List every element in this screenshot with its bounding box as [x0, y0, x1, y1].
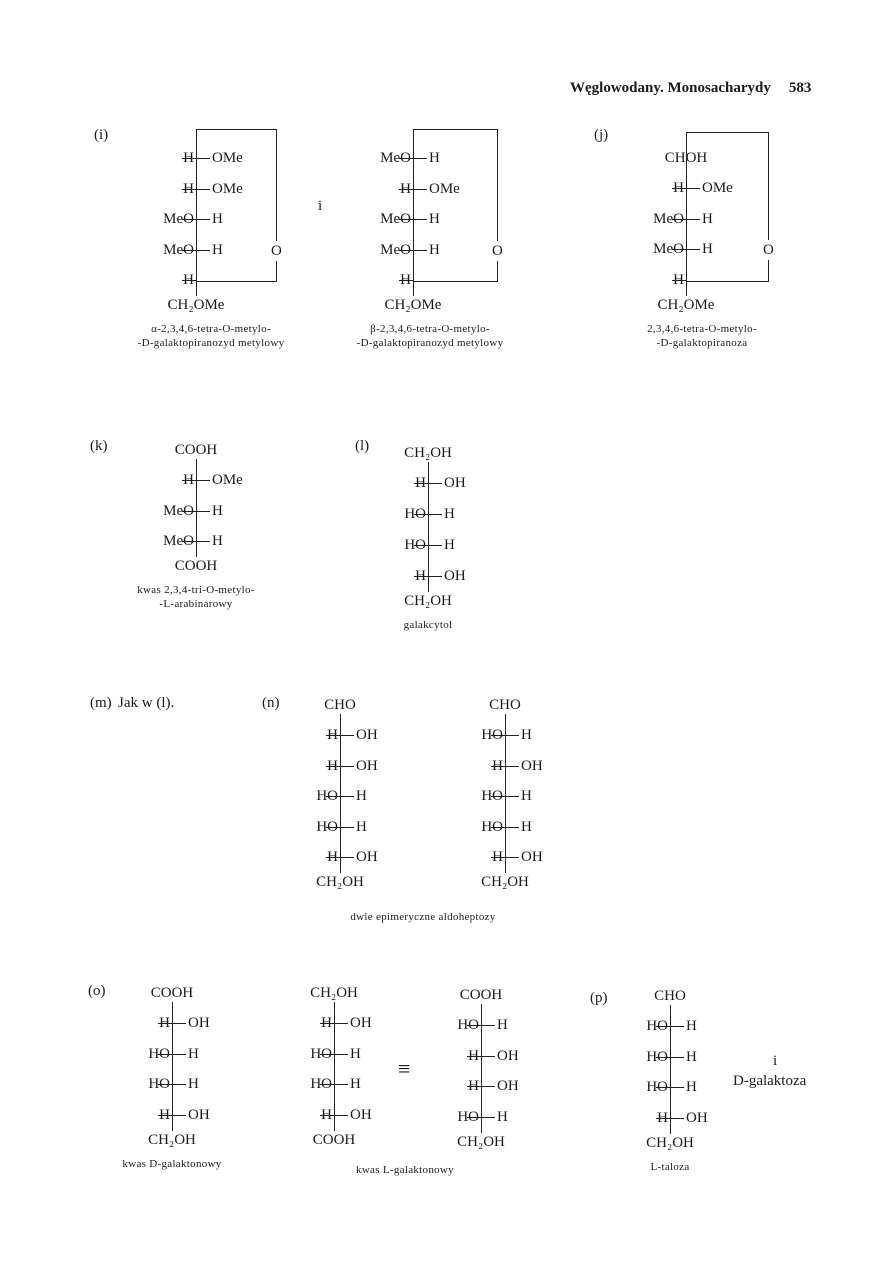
fischer-spine	[481, 1004, 482, 1133]
right-substituent: H	[702, 210, 713, 227]
right-substituent: H	[497, 1108, 508, 1125]
left-substituent: H	[415, 475, 426, 491]
ring-bracket	[686, 132, 769, 282]
left-substituent: HO	[148, 1076, 170, 1092]
bottom-group: CH₂OMe	[657, 296, 715, 313]
right-substituent: H	[356, 818, 367, 835]
left-substituent: HO	[310, 1045, 332, 1062]
right-substituent: OH	[356, 757, 378, 774]
left-substituent: MeO	[163, 241, 194, 258]
right-substituent: OH	[521, 757, 543, 774]
left-substituent: HO	[404, 537, 426, 553]
left-substituent: H	[673, 180, 684, 196]
right-substituent: OH	[356, 727, 378, 743]
top-group: COOH	[174, 442, 218, 458]
left-substituent: MeO	[163, 533, 194, 549]
right-substituent: H	[356, 788, 367, 804]
fischer-spine	[196, 459, 197, 557]
left-substituent: MeO	[163, 211, 194, 227]
left-substituent: H	[657, 1109, 668, 1126]
bottom-group: CH₂OH	[148, 1131, 196, 1148]
left-substituent: H	[321, 1015, 332, 1031]
bottom-group: CH₂OH	[457, 1133, 505, 1150]
caption: 2,3,4,6-tetra-O-metylo- -D-galaktopiranoza	[647, 322, 757, 349]
right-substituent: H	[521, 818, 532, 835]
fischer-spine	[334, 1002, 335, 1131]
right-substituent: H	[686, 1079, 697, 1095]
bottom-group: CH₂OH	[646, 1134, 694, 1151]
left-substituent: MeO	[653, 241, 684, 257]
top-group: COOH	[150, 985, 194, 1001]
bottom-group: COOH	[312, 1131, 356, 1148]
right-substituent: H	[444, 506, 455, 522]
caption: kwas 2,3,4-tri-O-metylo- -L-arabinarowy	[137, 584, 255, 610]
left-substituent: H	[492, 757, 503, 774]
right-substituent: H	[686, 1048, 697, 1065]
left-substituent: H	[321, 1106, 332, 1123]
right-substituent: H	[497, 1017, 508, 1033]
right-substituent: OH	[444, 568, 466, 584]
right-substituent: OH	[686, 1109, 708, 1126]
left-substituent: MeO	[163, 502, 194, 519]
left-substituent: H	[468, 1078, 479, 1094]
right-substituent: OMe	[429, 180, 460, 197]
ring-oxygen: O	[271, 242, 282, 259]
bottom-group: CH₂OH	[481, 874, 529, 890]
left-substituent: H	[415, 568, 426, 584]
left-substituent: H	[159, 1106, 170, 1123]
top-group: COOH	[459, 987, 503, 1003]
header-title: Węglowodany. Monosacharydy	[570, 80, 771, 96]
left-substituent: HO	[316, 788, 338, 804]
left-substituent: H	[183, 150, 194, 166]
right-substituent: OH	[188, 1015, 210, 1031]
left-substituent: HO	[457, 1108, 479, 1125]
caption: kwas D-galaktonowy	[122, 1157, 222, 1170]
label-l: (l)	[355, 438, 370, 454]
left-substituent: HO	[316, 818, 338, 835]
right-substituent: H	[444, 537, 455, 553]
left-substituent: H	[183, 180, 194, 197]
left-substituent: HO	[646, 1018, 668, 1034]
right-substituent: OH	[350, 1015, 372, 1031]
right-substituent: OH	[521, 849, 543, 865]
right-substituent: H	[429, 211, 440, 227]
bottom-group: CH₂OMe	[384, 297, 442, 313]
right-substituent: OMe	[212, 472, 243, 488]
top-group: CHO	[324, 697, 356, 713]
fischer-spine	[505, 714, 506, 873]
bottom-group: COOH	[174, 558, 218, 574]
label-m: (m)	[90, 695, 112, 711]
right-substituent: OH	[356, 849, 378, 865]
right-substituent: OMe	[702, 180, 733, 196]
right-substituent: H	[212, 502, 223, 519]
left-substituent: HO	[481, 727, 503, 743]
page-number: 583	[788, 80, 812, 96]
right-substituent: H	[212, 211, 223, 227]
ring-oxygen: O	[492, 242, 503, 259]
left-substituent: H	[183, 472, 194, 488]
connector-p: i	[773, 1053, 778, 1069]
right-substituent: OH	[188, 1106, 210, 1123]
left-substituent: HO	[148, 1045, 170, 1062]
label-n: (n)	[262, 695, 280, 711]
left-substituent: MeO	[380, 241, 411, 258]
top-group: CH₂OH	[310, 985, 358, 1001]
right-substituent: H	[212, 533, 223, 549]
right-substituent: H	[521, 788, 532, 804]
caption-n: dwie epimeryczne aldoheptozy	[350, 911, 496, 923]
top-group: CHO	[654, 988, 686, 1004]
bottom-group: CH₂OMe	[167, 297, 225, 313]
caption: β-2,3,4,6-tetra-O-metylo- -D-galaktopiranozyd metylowy	[356, 323, 504, 349]
left-substituent: H	[492, 849, 503, 865]
right-substituent: H	[686, 1018, 697, 1034]
right-substituent: H	[212, 241, 223, 258]
top-group: CH₂OH	[404, 445, 452, 461]
left-substituent: H	[327, 849, 338, 865]
equivalent-symbol: ≡	[398, 1056, 411, 1081]
right-substituent: H	[188, 1076, 199, 1092]
fischer-spine	[340, 714, 341, 873]
left-substituent: HO	[457, 1017, 479, 1033]
fischer-spine	[670, 1005, 671, 1134]
left-substituent: H	[468, 1047, 479, 1064]
fischer-spine	[172, 1002, 173, 1131]
left-substituent: H	[673, 271, 684, 288]
left-substituent: H	[327, 757, 338, 774]
left-substituent: MeO	[653, 210, 684, 227]
ring-bracket	[196, 129, 277, 282]
right-substituent: OH	[350, 1106, 372, 1123]
page-header	[570, 80, 811, 97]
right-substituent: OH	[444, 475, 466, 491]
left-substituent: HO	[481, 818, 503, 835]
right-substituent: H	[429, 150, 440, 166]
left-substituent: HO	[481, 788, 503, 804]
label-i: (i)	[94, 127, 109, 143]
right-substituent: H	[188, 1045, 199, 1062]
left-substituent: HO	[310, 1076, 332, 1092]
caption: α-2,3,4,6-tetra-O-metylo- -D-galaktopiranozyd metylowy	[137, 323, 285, 349]
right-substituent: H	[521, 727, 532, 743]
bottom-group: CH₂OH	[316, 874, 364, 890]
caption: L-taloza	[650, 1160, 690, 1173]
top-group: CHOH	[664, 150, 708, 166]
m-text: Jak w (l).	[118, 695, 175, 711]
d-galaktoza-label: D-galaktoza	[733, 1073, 807, 1089]
ring-oxygen: O	[763, 242, 774, 258]
label-k: (k)	[90, 438, 108, 454]
right-substituent: H	[350, 1076, 361, 1092]
label-j: (j)	[594, 127, 609, 143]
right-substituent: H	[702, 241, 713, 257]
right-substituent: H	[350, 1045, 361, 1062]
bottom-group: CH₂OH	[404, 593, 452, 609]
right-substituent: OH	[497, 1078, 519, 1094]
ring-bracket	[413, 129, 498, 282]
label-p: (p)	[590, 990, 608, 1006]
right-substituent: H	[429, 241, 440, 258]
left-substituent: H	[400, 180, 411, 197]
right-substituent: OMe	[212, 150, 243, 166]
right-substituent: OMe	[212, 180, 243, 197]
left-substituent: MeO	[380, 211, 411, 227]
left-substituent: HO	[646, 1079, 668, 1095]
caption: galakcytol	[403, 619, 453, 631]
left-substituent: H	[183, 272, 194, 288]
left-substituent: H	[327, 727, 338, 743]
fischer-spine	[428, 462, 429, 592]
top-group: CHO	[489, 697, 521, 713]
left-substituent: HO	[404, 506, 426, 522]
connector-i: i	[318, 198, 323, 214]
label-o: (o)	[88, 983, 106, 999]
left-substituent: HO	[646, 1048, 668, 1065]
left-substituent: H	[400, 272, 411, 288]
caption-o-l: kwas L-galaktonowy	[356, 1164, 454, 1176]
right-substituent: OH	[497, 1047, 519, 1064]
left-substituent: MeO	[380, 150, 411, 166]
left-substituent: H	[159, 1015, 170, 1031]
